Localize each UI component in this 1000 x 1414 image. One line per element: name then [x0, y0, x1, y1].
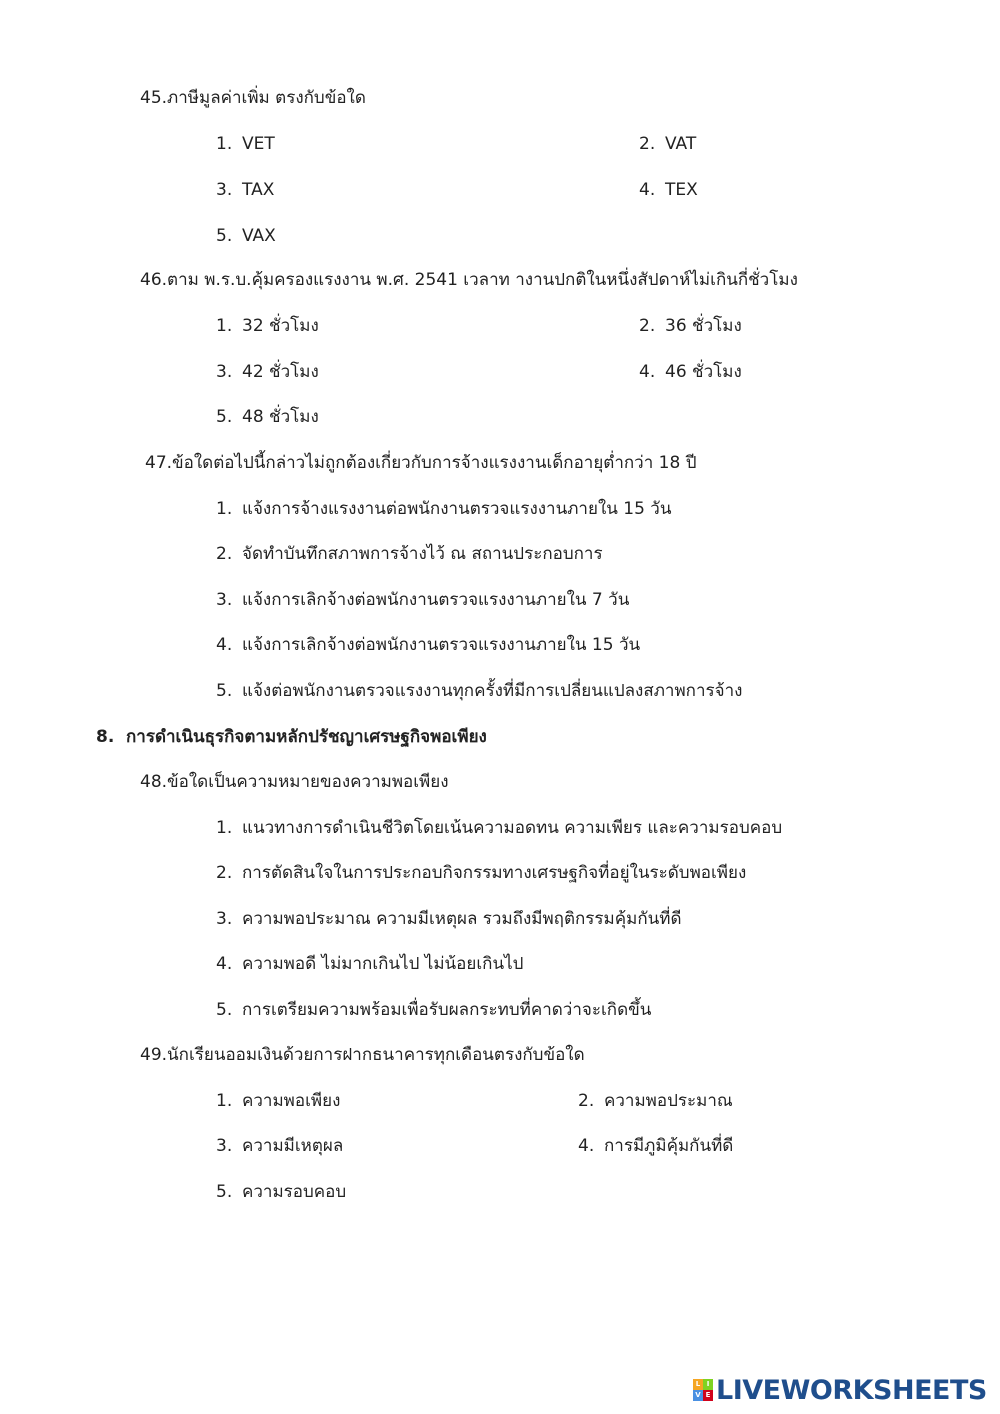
q46-option-4 [639, 362, 742, 382]
option-text: ความพอดี ไม่มากเกินไป ไม่น้อยเกินไป [242, 954, 524, 974]
q46-option-1 [216, 316, 319, 336]
q47-option-3 [216, 590, 629, 610]
option-text: จัดทำบันทึกสภาพการจ้างไว้ ณ สถานประกอบการ [242, 544, 603, 564]
option-text: ความพอประมาณ [604, 1091, 733, 1111]
option-number: 1. [216, 316, 233, 336]
question-46-stem: 46.ตาม พ.ร.บ.คุ้มครองแรงงาน พ.ศ. 2541 เวลาท างานปกติในหนึ่งสัปดาห์ไม่เกินกี่ชั่วโมง [140, 270, 798, 290]
q48-option-4 [216, 954, 523, 974]
question-45-stem: 45.ภาษีมูลค่าเพิ่ม ตรงกับข้อใด [140, 88, 366, 108]
logo-icon-tile: I [703, 1379, 713, 1390]
option-text: การเตรียมความพร้อมเพื่อรับผลกระทบที่คาดว่าจะเกิดขึ้น [242, 1000, 652, 1020]
q48-option-3 [216, 909, 682, 929]
q49-option-4 [578, 1136, 733, 1156]
q45-option-4 [639, 180, 698, 200]
option-text: VET [242, 134, 275, 154]
q49-option-2 [578, 1091, 733, 1111]
option-number: 1. [216, 134, 233, 154]
option-number: 3. [216, 909, 233, 929]
section-heading [96, 727, 487, 747]
option-number: 5. [216, 407, 233, 427]
option-text: 46 ชั่วโมง [665, 362, 742, 382]
option-number: 5. [216, 226, 233, 246]
option-number: 1. [216, 499, 233, 519]
option-text: การตัดสินใจในการประกอบกิจกรรมทางเศรษฐกิจที่อยู่ในระดับพอเพียง [242, 863, 747, 883]
section-number: 8. [96, 727, 115, 747]
option-text: 32 ชั่วโมง [242, 316, 319, 336]
option-text: 36 ชั่วโมง [665, 316, 742, 336]
q47-option-4 [216, 635, 640, 655]
liveworksheets-logo[interactable] [693, 1374, 987, 1406]
option-text: ความพอประมาณ ความมีเหตุผล รวมถึงมีพฤติกรรมคุ้มกันที่ดี [242, 909, 682, 929]
option-number: 1. [216, 1091, 233, 1111]
question-48-stem: 48.ข้อใดเป็นความหมายของความพอเพียง [140, 772, 449, 792]
option-number: 4. [578, 1136, 595, 1156]
option-number: 3. [216, 362, 233, 382]
q48-option-5 [216, 1000, 651, 1020]
q49-option-3 [216, 1136, 343, 1156]
option-text: ความมีเหตุผล [242, 1136, 344, 1156]
q47-option-5 [216, 681, 742, 701]
option-text: การมีภูมิคุ้มกันที่ดี [604, 1136, 734, 1156]
logo-text: LIVEWORKSHEETS [716, 1374, 987, 1406]
option-number: 1. [216, 818, 233, 838]
q45-option-5 [216, 226, 276, 246]
q46-option-3 [216, 362, 319, 382]
option-text: แจ้งการเลิกจ้างต่อพนักงานตรวจแรงงานภายใน 15 วัน [242, 635, 641, 655]
logo-icon-tile: E [703, 1390, 713, 1401]
option-number: 4. [216, 954, 233, 974]
q49-option-1 [216, 1091, 340, 1111]
option-text: ความพอเพียง [242, 1091, 341, 1111]
q45-option-2 [639, 134, 696, 154]
q46-option-5 [216, 407, 319, 427]
q45-option-1 [216, 134, 275, 154]
option-number: 2. [578, 1091, 595, 1111]
section-title: การดำเนินธุรกิจตามหลักปรัชญาเศรษฐกิจพอเพียง [126, 727, 487, 747]
option-text: VAX [242, 226, 276, 246]
option-number: 5. [216, 1182, 233, 1202]
option-text: TEX [665, 180, 698, 200]
option-number: 2. [639, 316, 656, 336]
option-text: TAX [242, 180, 275, 200]
option-text: แจ้งการเลิกจ้างต่อพนักงานตรวจแรงงานภายใน 7 วัน [242, 590, 630, 610]
option-number: 2. [216, 863, 233, 883]
option-text: แนวทางการดำเนินชีวิตโดยเน้นความอดทน ความเพียร และความรอบคอบ [242, 818, 783, 838]
q48-option-1 [216, 818, 782, 838]
option-number: 3. [216, 590, 233, 610]
option-number: 4. [216, 635, 233, 655]
option-text: แจ้งต่อพนักงานตรวจแรงงานทุกครั้งที่มีการเปลี่ยนแปลงสภาพการจ้าง [242, 681, 743, 701]
option-number: 2. [216, 544, 233, 564]
option-number: 5. [216, 1000, 233, 1020]
q47-option-2 [216, 544, 603, 564]
q45-option-3 [216, 180, 274, 200]
question-49-stem: 49.นักเรียนออมเงินด้วยการฝากธนาคารทุกเดือนตรงกับข้อใด [140, 1045, 585, 1065]
q49-option-5 [216, 1182, 346, 1202]
option-text: 48 ชั่วโมง [242, 407, 319, 427]
option-number: 4. [639, 180, 656, 200]
q47-option-1 [216, 499, 671, 519]
option-number: 3. [216, 180, 233, 200]
question-47-stem: 47.ข้อใดต่อไปนี้กล่าวไม่ถูกต้องเกี่ยวกับการจ้างแรงงานเด็กอายุต่ำกว่า 18 ปี [145, 453, 697, 473]
option-number: 4. [639, 362, 656, 382]
option-text: 42 ชั่วโมง [242, 362, 319, 382]
option-number: 5. [216, 681, 233, 701]
option-text: ความรอบคอบ [242, 1182, 347, 1202]
logo-icon-tile: V [693, 1390, 703, 1401]
q48-option-2 [216, 863, 746, 883]
option-number: 2. [639, 134, 656, 154]
logo-icon [693, 1379, 713, 1401]
option-number: 3. [216, 1136, 233, 1156]
logo-icon-tile: L [693, 1379, 703, 1390]
q46-option-2 [639, 316, 742, 336]
option-text: แจ้งการจ้างแรงงานต่อพนักงานตรวจแรงงานภายใน 15 วัน [242, 499, 672, 519]
option-text: VAT [665, 134, 697, 154]
